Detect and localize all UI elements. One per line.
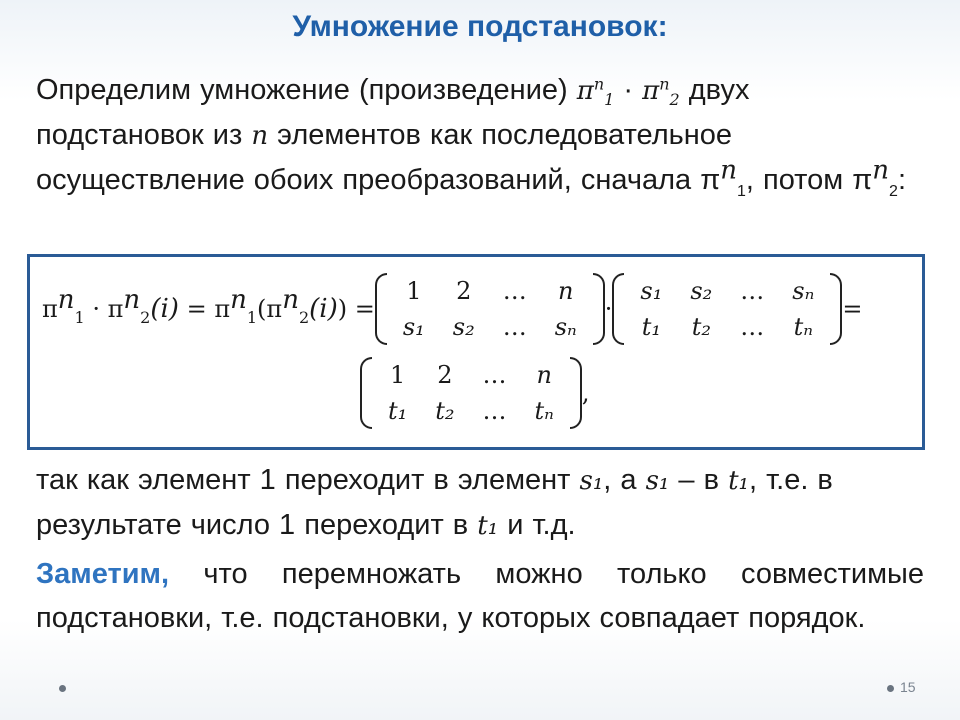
explain-text-2: , а: [603, 464, 646, 496]
matrix-2-cell: s₂: [690, 277, 713, 305]
intro-text-2: двух подстановок из: [36, 74, 750, 151]
explanation-paragraph: [36, 458, 924, 548]
matrix-2-cell: s₁: [640, 277, 663, 305]
matrix-2-cell: t₂: [691, 313, 711, 341]
t1-symbol: t₁: [728, 466, 749, 496]
pi1-symbol: $\pi^n_1$: [576, 74, 615, 110]
matrix-1: [375, 273, 605, 345]
formula-row-1: [42, 273, 862, 345]
matrix-1-cell: n: [558, 277, 574, 305]
note-accent: Заметим,: [36, 558, 170, 590]
t1-symbol-2: t₁: [477, 511, 499, 541]
matrix-3-cell: tₙ: [534, 397, 554, 425]
intro-text-4: , потом: [745, 164, 853, 196]
matrix-3-cell: n: [536, 361, 552, 389]
matrix-1-cell: …: [502, 313, 527, 341]
matrix-3-cell: 1: [389, 361, 406, 389]
matrix-3-cell: t₁: [388, 397, 408, 425]
note-body: что перемножать можно только совместимые подстановки, т.е. подстановки, у которых совпадает порядок.: [36, 558, 924, 634]
explain-text-1: так как элемент 1 переходит в элемент: [36, 464, 580, 496]
matrix-3-cell: …: [482, 397, 507, 425]
intro-text-5: :: [897, 164, 906, 196]
s1-symbol: s₁: [579, 466, 604, 496]
explain-text-5: и т.д.: [498, 509, 576, 541]
matrix-2: [612, 273, 842, 345]
final-equals: =: [842, 295, 863, 323]
matrix-1-cell: 2: [456, 277, 472, 305]
matrix-1-cell: 1: [406, 277, 422, 305]
matrix-1-cell: …: [502, 277, 527, 305]
formula-lhs: $\pi^n_1 \cdot \pi^n_2(i) = \pi^n_1(\pi^n_2(i))$ =: [42, 285, 375, 327]
note-paragraph: [36, 552, 924, 640]
matrix-1-cell: s₁: [402, 313, 425, 341]
explain-text-3: – в: [669, 464, 729, 496]
matrix-1-cell: s₂: [452, 313, 475, 341]
slide-title: Умножение подстановок:: [292, 10, 668, 43]
matrix-2-cell: …: [740, 313, 765, 341]
formula-row-2: [360, 357, 590, 429]
s1-symbol-2: s₁: [645, 466, 670, 496]
pi1-symbol-2: $\pi^n_1$: [700, 155, 746, 200]
matrix-2-cell: …: [740, 277, 765, 305]
matrix-3: [360, 357, 582, 429]
matrix-3-cell: 2: [437, 361, 453, 389]
explain-text-4: , т.е. в результате число 1 переходит в: [36, 464, 833, 541]
page-number: 15: [900, 679, 916, 695]
matrix-dot: ·: [604, 295, 613, 323]
intro-text-1: Определим умножение (произведение): [36, 74, 577, 106]
dot-operator: ·: [614, 74, 643, 106]
matrix-2-cell: sₙ: [792, 277, 815, 305]
n-symbol: n: [251, 121, 269, 151]
pi2-symbol-2: $\pi^n_2$: [852, 155, 898, 200]
matrix-2-cell: tₙ: [793, 313, 813, 341]
formula-box: [27, 254, 925, 450]
intro-text-3: элементов как последовательное осуществление обоих преобразований, сначала: [36, 119, 732, 196]
footer-dot-left: [59, 685, 66, 692]
matrix-3-cell: …: [482, 361, 507, 389]
formula-end-comma: ,: [581, 379, 590, 407]
matrix-2-cell: t₁: [641, 313, 662, 341]
matrix-1-cell: sₙ: [554, 313, 577, 341]
pi2-symbol: $\pi^n_2$: [642, 74, 680, 110]
intro-paragraph: [36, 68, 924, 202]
footer-dot-right: [887, 685, 894, 692]
matrix-3-cell: t₂: [435, 397, 455, 425]
